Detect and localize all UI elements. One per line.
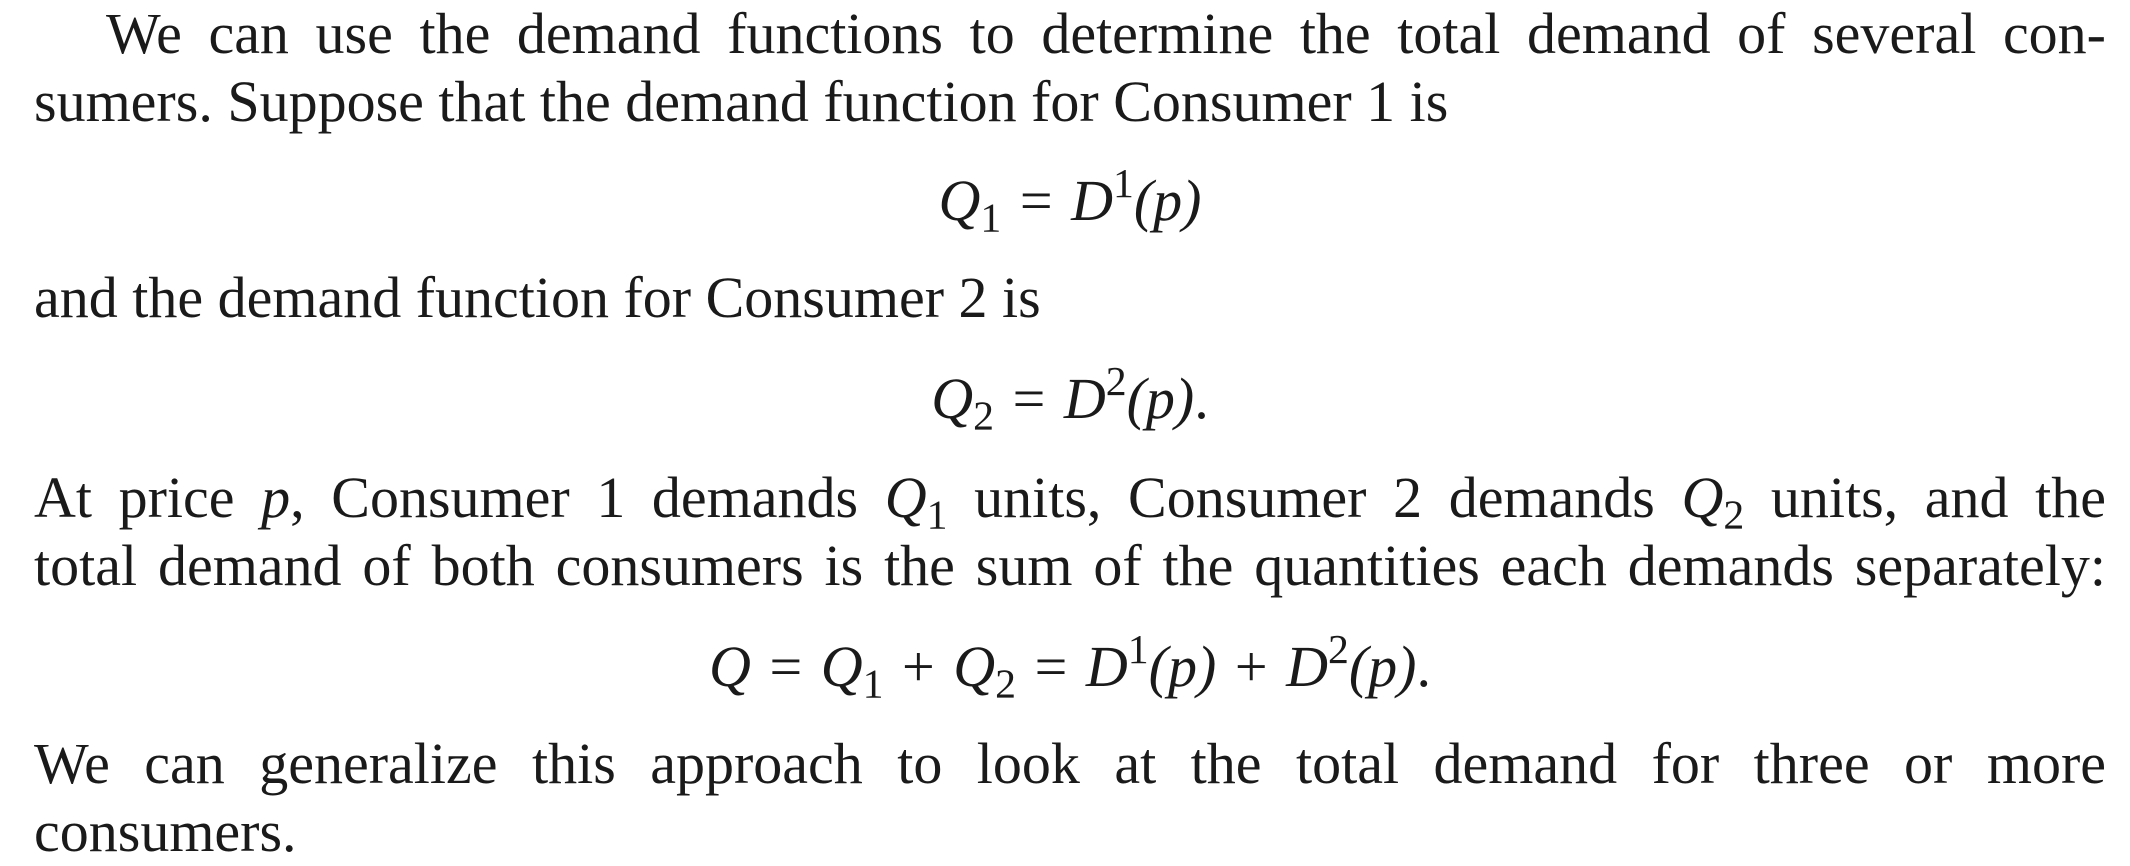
p3-var-q1-sub: 1	[926, 492, 948, 539]
eq1-arg: (p)	[1133, 168, 1202, 233]
paragraph-1-line-2: sumers. Suppose that the demand function for Consumer 1 is	[34, 69, 1449, 134]
eq1-equals: =	[1019, 168, 1053, 233]
eq1-fn: D	[1071, 168, 1113, 233]
paragraph-2-line-1: and the demand function for Consumer 2 is	[34, 265, 1041, 330]
paragraph-3-line-2: total demand of both consumers is the sum of the quantities each demands separately:	[34, 533, 2106, 598]
p3-var-q2: Q	[1681, 465, 1724, 530]
eq2-fn: D	[1063, 366, 1106, 431]
eq2-fn-sup: 2	[1105, 359, 1127, 406]
p3-var-q2-sub: 2	[1723, 492, 1745, 539]
paragraph-1-line-1: We can use the demand functions to determine the total demand of several con-	[106, 1, 2106, 66]
eq3-equals-a: =	[769, 634, 803, 699]
eq2-arg: (p)	[1126, 366, 1195, 431]
paragraph-3-cont	[34, 532, 2106, 600]
paragraph-4	[34, 730, 2106, 798]
eq3-equals-b: =	[1034, 634, 1068, 699]
equation-2	[34, 359, 2106, 440]
paragraph-4-cont	[34, 798, 2106, 866]
equation-1	[34, 161, 2106, 242]
paragraph-2	[34, 264, 2106, 332]
eq3-end: .	[1416, 634, 1431, 699]
eq1-lhs: Q	[938, 168, 981, 233]
eq3-q2-sub: 2	[995, 661, 1017, 708]
eq3-q1: Q	[820, 634, 863, 699]
p3-var-p: p	[261, 465, 291, 530]
paragraph-4-line-2: consumers.	[34, 799, 297, 864]
eq2-equals: =	[1012, 366, 1046, 431]
p3-text-b: , Consumer 1 demands	[290, 465, 885, 530]
p3-text-d: units, and the	[1744, 465, 2106, 530]
eq3-plus-b: +	[1234, 634, 1268, 699]
paragraph-1	[34, 0, 2106, 68]
eq3-d2-sup: 2	[1327, 627, 1349, 674]
p3-var-q1: Q	[884, 465, 927, 530]
eq1-lhs-sub: 1	[980, 195, 1002, 242]
paragraph-1-cont	[34, 68, 2106, 136]
eq3-d1: D	[1085, 634, 1128, 699]
eq3-q2: Q	[953, 634, 996, 699]
eq2-lhs-sub: 2	[973, 393, 995, 440]
paragraph-3-line-1	[34, 464, 2106, 539]
eq3-q: Q	[709, 634, 751, 699]
eq3-arg1: (p)	[1148, 634, 1217, 699]
paragraph-3	[34, 464, 2106, 539]
p3-text-c: units, Consumer 2 demands	[947, 465, 1682, 530]
eq3-arg2: (p)	[1348, 634, 1417, 699]
eq3-d1-sup: 1	[1127, 627, 1149, 674]
eq3-q1-sub: 1	[862, 661, 884, 708]
eq1-fn-sup: 1	[1112, 161, 1134, 208]
p3-text-a: At price	[34, 465, 262, 530]
eq3-d2: D	[1286, 634, 1328, 699]
paragraph-4-line-1: We can generalize this approach to look at the total demand for three or more	[34, 731, 2106, 796]
eq2-lhs: Q	[931, 366, 974, 431]
eq2-end: .	[1194, 366, 1209, 431]
equation-3	[34, 627, 2106, 708]
eq3-plus-a: +	[902, 634, 935, 699]
